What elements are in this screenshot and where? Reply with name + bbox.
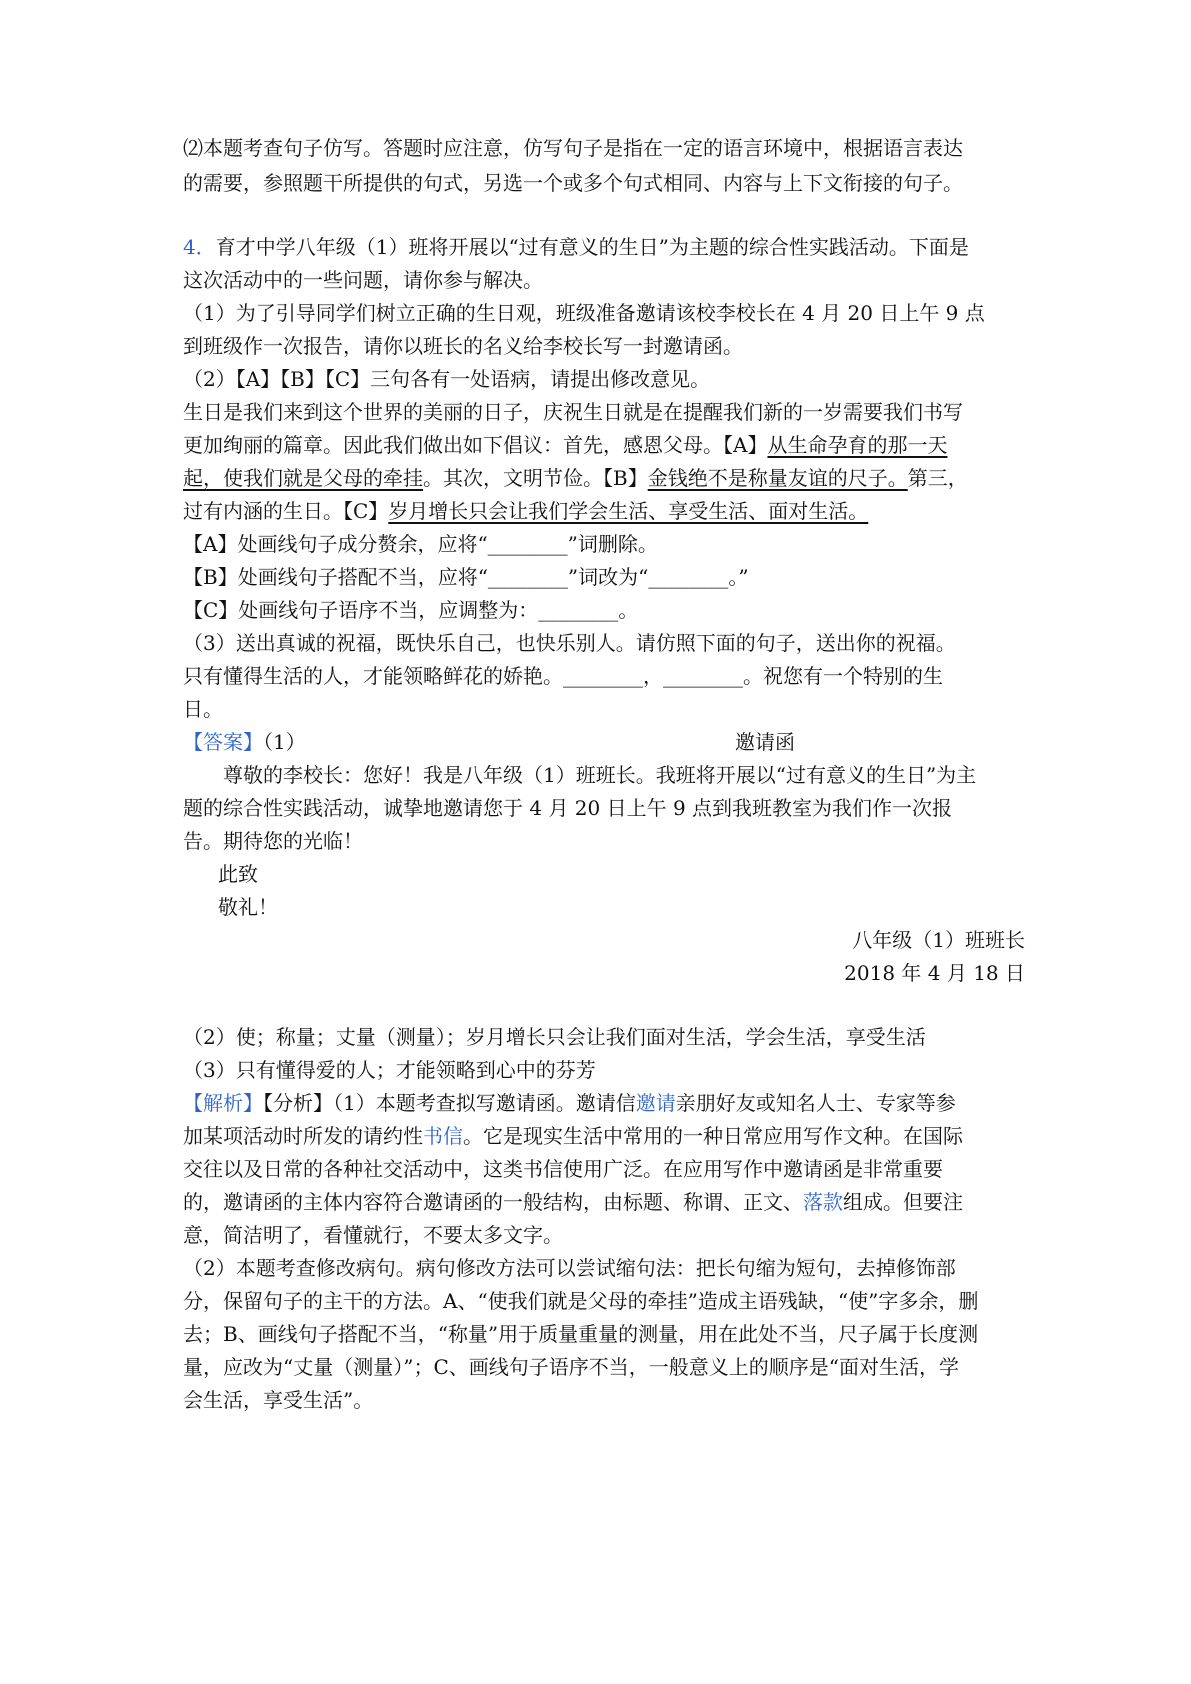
keyword-link[interactable]: 邀请: [635, 1091, 676, 1115]
fill-in-a: 【A】处画线句子成分赘余，应将“________”词删除。: [183, 532, 658, 556]
analysis-line: 去；B、画线句子搭配不当，“称量”用于质量重量的测量，用在此处不当，尺子属于长度测: [183, 1322, 979, 1346]
answer-part-3: （3）只有懂得爱的人；才能领略到心中的芬芳: [183, 1058, 596, 1082]
underlined-sentence-b: 金钱绝不是称量友谊的尺子。: [647, 466, 908, 490]
keyword-link[interactable]: 落款: [803, 1190, 843, 1214]
passage-line: 生日是我们来到这个世界的美丽的日子，庆祝生日就是在提醒我们新的一岁需要我们书写: [183, 400, 963, 424]
answer-part-2: （2）使；称量；丈量（测量）；岁月增长只会让我们面对生活，学会生活，享受生活: [183, 1025, 926, 1049]
analysis-line: 加某项活动时所发的请约性书信。它是现实生活中常用的一种日常应用写作文种。在国际: [183, 1124, 963, 1148]
paragraph-line: （2）【A】【B】【C】三句各有一处语病，请提出修改意见。: [183, 367, 711, 391]
analysis-line: 的，邀请函的主体内容符合邀请函的一般结构，由标题、称谓、正文、落款组成。但要注: [183, 1190, 963, 1214]
answer-header: 【答案】（1） 邀请函: [183, 730, 795, 754]
analysis-line: 量，应改为“丈量（测量）”；C、画线句子语序不当，一般意义上的顺序是“面对生活，学: [183, 1355, 959, 1379]
underlined-sentence-a: 从生命孕育的那一天: [767, 433, 948, 457]
passage-line: 更加绚丽的篇章。因此我们做出如下倡议：首先，感恩父母。【A】从生命孕育的那一天: [183, 433, 948, 457]
analysis-line: 【解析】【分析】（1）本题考查拟写邀请函。邀请信邀请亲朋好友或知名人士、专家等参: [183, 1091, 956, 1115]
keyword-link[interactable]: 书信: [423, 1124, 463, 1148]
underlined-sentence-a: 起，使我们就是父母的牵挂: [183, 466, 423, 490]
answer-tag: 【答案】: [183, 730, 263, 754]
letter-body: 尊敬的李校长：您好！我是八年级（1）班班长。我班将开展以“过有意义的生日”为主: [223, 763, 977, 787]
analysis-line: 会生活，享受生活”。: [183, 1388, 374, 1412]
fill-in-c: 【C】处画线句子语序不当，应调整为：________。: [183, 598, 639, 622]
letter-body: 告。期待您的光临！: [183, 829, 363, 853]
analysis-tag: 【解析】: [183, 1091, 263, 1115]
paragraph-line: ⑵本题考查句子仿写。答题时应注意，仿写句子是指在一定的语言环境中，根据语言表达: [183, 136, 963, 160]
question-intro: 4．育才中学八年级（1）班将开展以“过有意义的生日”为主题的综合性实践活动。下面是: [183, 235, 969, 259]
paragraph-line: 的需要，参照题干所提供的句式，另选一个或多个句式相同、内容与上下文衔接的句子。: [183, 171, 963, 195]
paragraph-line: （1）为了引导同学们树立正确的生日观，班级准备邀请该校李校长在 4 月 20 日上午 9 点: [183, 301, 985, 325]
analysis-line: 交往以及日常的各种社交活动中，这类书信使用广泛。在应用写作中邀请函是非常重要: [183, 1157, 943, 1181]
letter-closing: 敬礼！: [218, 895, 278, 919]
letter-signer: 八年级（1）班班长: [852, 928, 1025, 952]
analysis-line: 分，保留句子的主干的方法。A、“使我们就是父母的牵挂”造成主语残缺，“使”字多余，删: [183, 1289, 979, 1313]
passage-line: 过有内涵的生日。【C】岁月增长只会让我们学会生活、享受生活、面对生活。: [183, 499, 869, 523]
fill-in-b: 【B】处画线句子搭配不当，应将“________”词改为“________。”: [183, 565, 749, 589]
question-number: 4．: [183, 235, 216, 259]
paragraph-line: 只有懂得生活的人，才能领略鲜花的娇艳。________，________。祝您有一个特别的生: [183, 664, 943, 688]
letter-body: 题的综合性实践活动，诚挚地邀请您于 4 月 20 日上午 9 点到我班教室为我们作一次报: [183, 796, 953, 820]
passage-line: 起，使我们就是父母的牵挂。其次，文明节俭。【B】金钱绝不是称量友谊的尺子。第三，: [183, 466, 968, 490]
letter-date: 2018 年 4 月 18 日: [844, 961, 1025, 985]
underlined-sentence-c: 岁月增长只会让我们学会生活、享受生活、面对生活。: [388, 499, 869, 523]
letter-title: 邀请函: [735, 730, 795, 754]
letter-closing: 此致: [218, 862, 258, 886]
paragraph-line: 日。: [183, 697, 223, 721]
paragraph-line: 到班级作一次报告，请你以班长的名义给李校长写一封邀请函。: [183, 334, 743, 358]
paragraph-line: 这次活动中的一些问题，请你参与解决。: [183, 268, 543, 292]
analysis-line: 意，简洁明了，看懂就行，不要太多文字。: [183, 1223, 563, 1247]
analysis-line: （2）本题考查修改病句。病句修改方法可以尝试缩句法：把长句缩为短句，去掉修饰部: [183, 1256, 956, 1280]
paragraph-line: （3）送出真诚的祝福，既快乐自己，也快乐别人。请仿照下面的句子，送出你的祝福。: [183, 631, 956, 655]
